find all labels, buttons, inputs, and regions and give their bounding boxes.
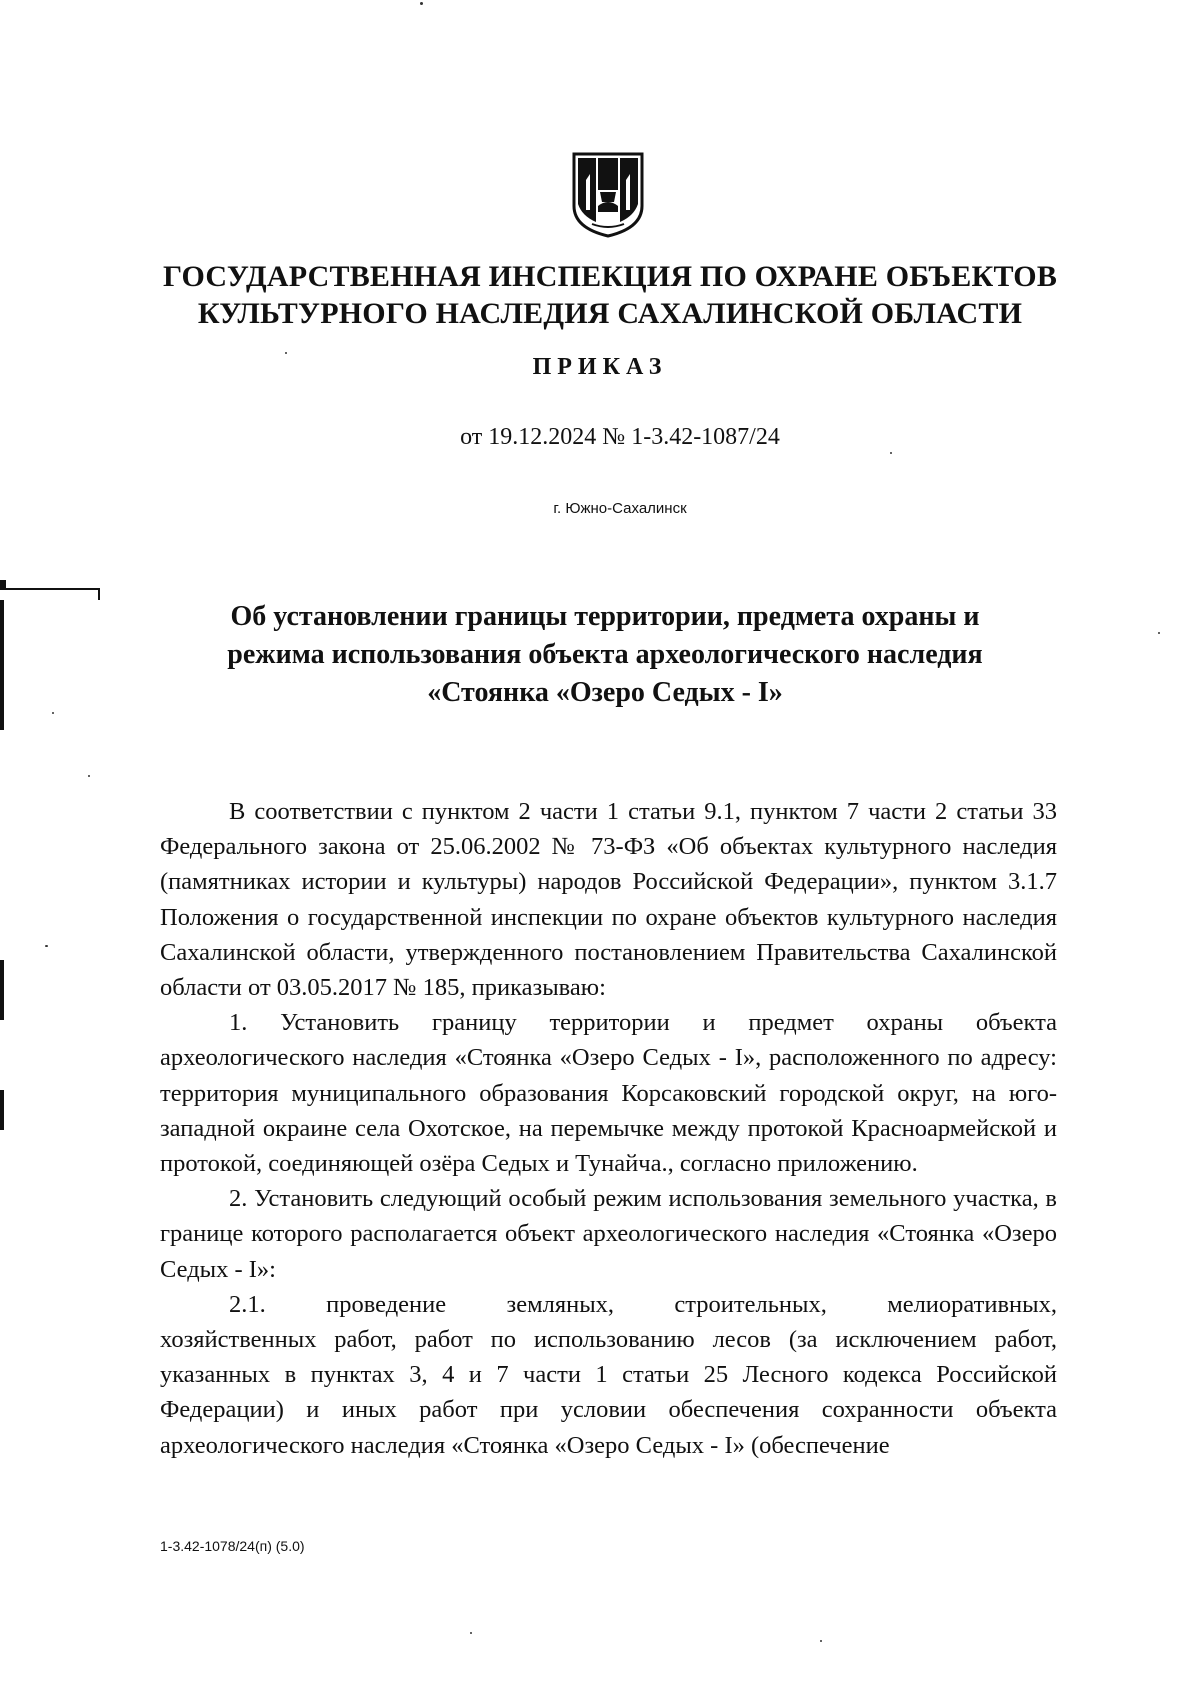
item-2-1-word: земляных, xyxy=(506,1290,615,1318)
item-2-1-word: строительных, xyxy=(674,1290,827,1318)
item-2-1-word: мелиоративных, xyxy=(887,1290,1057,1318)
scan-speck xyxy=(420,2,423,5)
scan-edge-mark xyxy=(0,960,4,1020)
subject-line: Об установлении границы территории, предмета охраны и xyxy=(230,601,980,632)
document-city: г. Южно-Сахалинск xyxy=(553,500,687,517)
scan-edge-mark xyxy=(0,600,4,730)
scan-speck xyxy=(820,1640,822,1642)
document-date-number: от 19.12.2024 № 1-3.42-1087/24 xyxy=(460,424,780,450)
scan-edge-mark xyxy=(0,1090,4,1130)
item-2-1-first-line xyxy=(160,1287,1057,1322)
document-subject xyxy=(150,598,1060,712)
item-2-1-word: проведение xyxy=(326,1290,447,1318)
scan-speck xyxy=(890,452,892,454)
scan-speck xyxy=(45,945,48,947)
org-name-line2: КУЛЬТУРНОГО НАСЛЕДИЯ САХАЛИНСКОЙ ОБЛАСТИ xyxy=(197,297,1023,330)
scan-speck xyxy=(470,1632,472,1634)
subject-line: «Стоянка «Озеро Седых - I» xyxy=(427,677,783,708)
footer-document-code: 1-3.42-1078/24(п) (5.0) xyxy=(160,1538,305,1554)
document-body xyxy=(160,794,1057,1463)
scan-edge-mark xyxy=(0,580,6,588)
sakhalin-coat-of-arms-icon xyxy=(568,150,648,238)
item-1-paragraph: 1. Установить границу территории и предмет охраны объекта археологического наследия «Стоянка «Озеро Седых - I», расположенного по адресу: территория муниципального образования Корсаковский городской округ, на юго-западной окраине села Охотское, на перемычке между протокой Красноармейской и протокой, соединяющей озёра Седых и Тунайча., согласно приложению. xyxy=(160,1009,1057,1178)
scan-edge-line xyxy=(0,588,100,590)
item-2-1-paragraph: хозяйственных работ, работ по использованию лесов (за исключением работ, указанных в пунктах 3, 4 и 7 части 1 статьи 25 Лесного кодекса Российской Федерации) и иных работ при условии обеспечения сохранности объекта археологического наследия «Стоянка «Озеро Седых - I» (обеспечение xyxy=(160,1326,1057,1459)
document-type: ПРИКАЗ xyxy=(532,354,668,380)
preamble-paragraph: В соответствии с пунктом 2 части 1 статьи 9.1, пунктом 7 части 2 статьи 33 Федерального закона от 25.06.2002 № 73-ФЗ «Об объектах культурного наследия (памятниках истории и культуры) народов Российской Федерации», пунктом 3.1.7 Положения о государственной инспекции по охране объектов культурного наследия Сахалинской области, утвержденного постановлением Правительства Сахалинской области от 03.05.2017 № 185, приказываю: xyxy=(160,798,1057,1002)
org-name-line1: ГОСУДАРСТВЕННАЯ ИНСПЕКЦИЯ ПО ОХРАНЕ ОБЪЕКТОВ xyxy=(162,260,1058,293)
scan-speck xyxy=(52,712,54,714)
subject-line: режима использования объекта археологического наследия xyxy=(227,639,983,670)
item-2-paragraph: 2. Установить следующий особый режим использования земельного участка, в границе которого располагается объект археологического наследия «Стоянка «Озеро Седых - I»: xyxy=(160,1185,1057,1283)
scan-speck xyxy=(1158,632,1160,634)
scan-speck xyxy=(88,775,90,777)
item-2-1-word: 2.1. xyxy=(229,1290,266,1318)
